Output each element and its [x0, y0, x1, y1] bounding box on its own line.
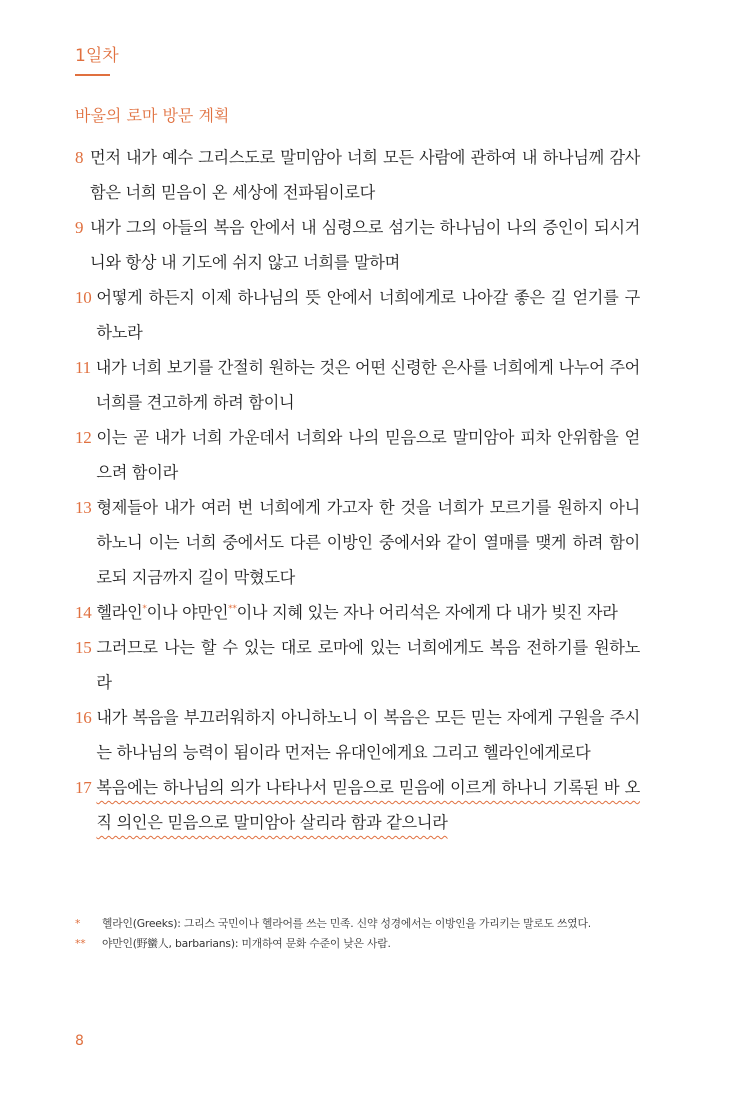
section-title: 바울의 로마 방문 계획: [75, 106, 230, 125]
verse-16: [75, 700, 640, 770]
verse-number: 11: [75, 358, 91, 377]
verse-number: 10: [75, 288, 92, 307]
footnote-text: 야만인(野蠻人, barbarians): 미개하여 문화 수준이 낮은 사람.: [102, 937, 391, 950]
footnote-greeks: [75, 914, 675, 934]
verse-text-highlighted: 복음에는 하나님의 의가 나타나서 믿음으로 믿음에 이르게 하나니 기록된 바 오직 의인은 믿음으로 말미암아 살리라 함과 같으니라: [96, 778, 640, 832]
verse-text-part: 이나 지혜 있는 자나 어리석은 자에게 다 내가 빚진 자라: [236, 603, 618, 622]
footnote-ref-greeks[interactable]: *: [142, 604, 147, 614]
day-divider: [75, 74, 110, 76]
verse-number: 9: [75, 218, 84, 237]
verse-text: 형제들아 내가 여러 번 너희에게 가고자 한 것을 너희가 모르기를 원하지 아니하노니 이는 너희 중에서도 다른 이방인 중에서와 같이 열매를 맺게 하려 함이로되 지금까지 길이 막혔도다: [96, 498, 640, 587]
footnote-mark: *: [75, 917, 81, 930]
verse-17: [75, 770, 640, 840]
page-number: 8: [75, 1033, 84, 1049]
verse-number: 14: [75, 603, 92, 622]
footnotes: [75, 914, 675, 954]
verse-number: 15: [75, 638, 92, 657]
footnote-barbarians: [75, 934, 675, 954]
verse-text: 이는 곧 내가 너희 가운데서 너희와 나의 믿음으로 말미암아 피차 안위함을 얻으려 함이라: [96, 428, 640, 482]
verse-text-part: 헬라인: [96, 603, 143, 622]
verse-number: 17: [75, 778, 92, 797]
verse-11: [75, 350, 640, 420]
verse-text: 어떻게 하든지 이제 하나님의 뜻 안에서 너희에게로 나아갈 좋은 길 얻기를 구하노라: [96, 288, 640, 342]
verse-text: [96, 595, 640, 630]
verse-number: 8: [75, 148, 84, 167]
footnote-text: 헬라인(Greeks): 그리스 국민이나 헬라어를 쓰는 민족. 신약 성경에서는 이방인을 가리키는 말로도 쓰였다.: [102, 917, 591, 930]
verse-8: [75, 140, 640, 210]
day-header: [75, 44, 119, 78]
verse-number: 12: [75, 428, 92, 447]
verse-15: [75, 630, 640, 700]
verse-13: [75, 490, 640, 595]
verse-text: 내가 복음을 부끄러워하지 아니하노니 이 복음은 모든 믿는 자에게 구원을 주시는 하나님의 능력이 됨이라 먼저는 유대인에게요 그리고 헬라인에게로다: [96, 708, 640, 762]
verse-number: 16: [75, 708, 92, 727]
verse-10: [75, 280, 640, 350]
verse-text: 내가 그의 아들의 복음 안에서 내 심령으로 섬기는 하나님이 나의 증인이 되시거니와 항상 내 기도에 쉬지 않고 너희를 말하며: [90, 218, 640, 272]
verse-list: [75, 140, 640, 840]
verse-text-part: 이나 야만인: [146, 603, 229, 622]
verse-number: 13: [75, 498, 92, 517]
day-label: 1일차: [75, 46, 119, 66]
verse-text: 그러므로 나는 할 수 있는 대로 로마에 있는 너희에게도 복음 전하기를 원하노라: [96, 638, 640, 692]
verse-text: 내가 너희 보기를 간절히 원하는 것은 어떤 신령한 은사를 너희에게 나누어 주어 너희를 견고하게 하려 함이니: [95, 358, 640, 412]
verse-14: [75, 595, 640, 630]
footnote-mark: **: [75, 937, 86, 950]
verse-12: [75, 420, 640, 490]
verse-text: 먼저 내가 예수 그리스도로 말미암아 너희 모든 사람에 관하여 내 하나님께 감사함은 너희 믿음이 온 세상에 전파됨이로다: [90, 148, 640, 202]
verse-9: [75, 210, 640, 280]
footnote-ref-barbarians[interactable]: **: [228, 604, 237, 614]
